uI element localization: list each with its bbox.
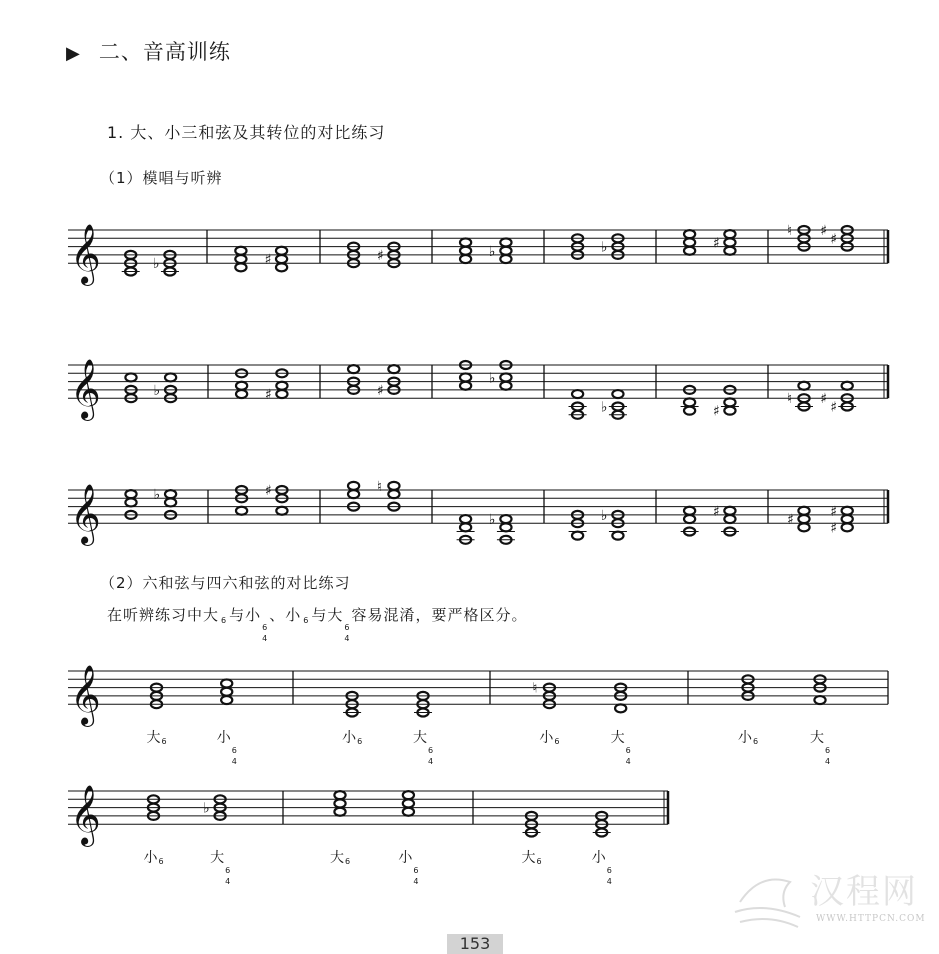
whole-note [500, 255, 511, 263]
chord-label [144, 847, 165, 867]
figure: 6 [303, 616, 310, 625]
figure-bottom: 4 [344, 634, 351, 643]
chord [221, 679, 232, 704]
inversion-figure [753, 737, 758, 747]
chord [265, 247, 288, 272]
sharp-icon: ♯ [712, 403, 720, 420]
treble-clef-icon: 𝄞 [70, 785, 101, 846]
chord [154, 487, 177, 519]
whole-note [684, 407, 695, 415]
chord [681, 507, 699, 536]
inversion-figure [345, 857, 350, 867]
figure-digit: 6 [753, 737, 759, 746]
text: 、小 [269, 606, 302, 624]
whole-note [460, 515, 471, 523]
whole-note [221, 688, 232, 696]
whole-note [165, 498, 176, 506]
figure-digit: 6 [554, 737, 560, 746]
watermark-logo [730, 862, 930, 942]
chord-label [592, 847, 613, 887]
section-heading [66, 36, 231, 66]
whole-note [500, 523, 511, 531]
whole-note [276, 247, 287, 255]
chord [569, 390, 587, 419]
whole-note [276, 263, 287, 271]
sharp-icon: ♯ [830, 503, 837, 520]
chord-label [539, 727, 560, 747]
sharp-icon: ♯ [830, 399, 837, 416]
chord-label [522, 847, 543, 867]
chord-quality: 大 [610, 730, 625, 746]
chord [713, 386, 739, 420]
exercise-title: 1. 大、小三和弦及其转位的对比练习 [107, 123, 386, 142]
sharp-icon: ♯ [264, 483, 272, 499]
chord-quality: 大 [413, 730, 428, 746]
whole-note [388, 365, 399, 373]
staff-3 [0, 450, 939, 570]
instruction-text [107, 604, 527, 644]
play-triangle-icon: ▶ [66, 43, 81, 64]
sharp-icon: ♯ [712, 503, 720, 520]
chord [235, 247, 246, 272]
page-number: 153 [447, 934, 503, 954]
chord-quality: 小 [738, 730, 752, 746]
whole-note [388, 482, 399, 490]
figure-digit: 6 [536, 857, 542, 866]
figure-digit: 6 [161, 737, 167, 746]
whole-note [684, 238, 695, 246]
whole-note [235, 247, 246, 255]
inversion-figure [607, 866, 612, 887]
whole-note [798, 515, 809, 523]
flat-icon: ♭ [152, 256, 160, 273]
treble-clef-icon: 𝄞 [70, 665, 101, 726]
chord [265, 483, 288, 515]
chord [601, 508, 627, 540]
sharp-icon: ♯ [787, 512, 794, 529]
flat-icon: ♭ [203, 800, 210, 817]
chord-quality: 大 [810, 730, 824, 746]
staff-5 [0, 751, 939, 871]
figure [262, 623, 268, 644]
whole-note [842, 507, 853, 515]
whole-note [724, 398, 735, 406]
whole-note [615, 704, 626, 712]
staff-4 [0, 631, 939, 751]
figure-digit: 4 [825, 757, 831, 766]
sharp-icon: ♯ [820, 391, 827, 408]
treble-clef-icon: 𝄞 [70, 224, 101, 285]
whole-note [724, 507, 735, 515]
dolphin-logo-icon [730, 862, 810, 932]
inversion-figure [162, 737, 167, 747]
whole-note [334, 791, 345, 799]
treble-clef-icon: 𝄞 [70, 484, 101, 545]
figure-digit: 6 [345, 857, 351, 866]
inversion-figure [413, 866, 418, 887]
flat-icon: ♭ [488, 512, 496, 529]
figure: 6 [221, 616, 228, 625]
chord [457, 515, 475, 544]
whole-note [276, 382, 287, 390]
chord [334, 791, 345, 816]
whole-note [724, 407, 735, 415]
part1-title: （1）模唱与听辨 [100, 169, 223, 187]
whole-note [798, 523, 809, 531]
inversion-figure [357, 737, 362, 747]
inversion-figure [537, 857, 542, 867]
whole-note [684, 398, 695, 406]
sharp-icon: ♯ [264, 252, 272, 269]
figure [344, 623, 350, 644]
whole-note [125, 490, 136, 498]
whole-note [460, 255, 471, 263]
whole-note [572, 390, 583, 398]
staff-1 [0, 190, 939, 310]
whole-note [236, 382, 247, 390]
whole-note [235, 255, 246, 263]
flat-icon: ♭ [488, 243, 496, 260]
chord-quality: 大 [521, 850, 536, 866]
whole-note [684, 247, 695, 255]
natural-icon: ♮ [787, 223, 793, 239]
watermark-url: WWW.HTTPCN.COM [816, 914, 926, 924]
whole-note [724, 230, 735, 238]
whole-note [236, 507, 247, 515]
figure-digit: 6 [225, 866, 231, 875]
whole-note [348, 482, 359, 490]
whole-note [460, 247, 471, 255]
whole-note [572, 532, 583, 540]
whole-note [165, 490, 176, 498]
whole-note [403, 799, 414, 807]
chord-quality: 大 [210, 850, 225, 866]
chord-label [147, 727, 168, 747]
heading-title: 二、音高训练 [98, 40, 231, 64]
chord [377, 479, 400, 511]
whole-note [842, 515, 853, 523]
chord-quality: 大 [330, 850, 344, 866]
whole-note [500, 515, 511, 523]
whole-note [500, 247, 511, 255]
chord-quality: 大 [146, 730, 161, 746]
whole-note [334, 808, 345, 816]
chord-quality: 小 [216, 730, 231, 746]
whole-note [798, 507, 809, 515]
part2-title: （2）六和弦与四六和弦的对比练习 [100, 574, 351, 592]
chord-quality: 小 [398, 850, 413, 866]
figure-digit: 6 [606, 866, 612, 875]
text: 与大 [311, 606, 344, 624]
sharp-icon: ♯ [820, 223, 827, 239]
sharp-icon: ♯ [712, 235, 720, 252]
figure-digit: 4 [231, 757, 237, 766]
whole-note [388, 490, 399, 498]
whole-note [276, 390, 287, 398]
whole-note [500, 382, 511, 390]
text: 在听辨练习中大 [107, 606, 220, 624]
figure-digit: 6 [625, 746, 631, 755]
text: 容易混淆，要严格区分。 [351, 606, 528, 624]
inversion-figure [225, 866, 230, 887]
natural-icon: ♮ [532, 680, 538, 697]
sharp-icon: ♯ [830, 231, 837, 248]
chord [830, 504, 853, 537]
whole-note [612, 532, 623, 540]
chord [684, 230, 695, 255]
treble-clef-icon: 𝄞 [70, 359, 101, 420]
figure-digit: 4 [225, 877, 231, 886]
figure-digit: 4 [606, 877, 612, 886]
natural-icon: ♮ [787, 391, 793, 408]
whole-note [125, 498, 136, 506]
chord-quality: 小 [143, 850, 158, 866]
whole-note [460, 238, 471, 246]
whole-note [165, 373, 176, 381]
chord-label [210, 847, 231, 887]
whole-note [814, 696, 825, 704]
watermark-name: 汉程网 [810, 872, 918, 912]
flat-icon: ♭ [600, 399, 608, 416]
figure-digit: 4 [428, 757, 434, 766]
whole-note [612, 390, 623, 398]
sharp-icon: ♯ [264, 387, 272, 404]
flat-icon: ♭ [600, 507, 608, 524]
whole-note [221, 679, 232, 687]
whole-note [500, 238, 511, 246]
whole-note [842, 523, 853, 531]
figure-digit: 4 [625, 757, 631, 766]
figure-top: 6 [262, 623, 269, 632]
whole-note [276, 507, 287, 515]
inversion-figure [554, 737, 559, 747]
flat-icon: ♭ [488, 370, 496, 387]
chord-quality: 小 [591, 850, 606, 866]
whole-note [724, 238, 735, 246]
whole-note [460, 373, 471, 381]
whole-note [460, 523, 471, 531]
flat-icon: ♭ [153, 487, 161, 504]
whole-note [684, 507, 695, 515]
whole-note [235, 263, 246, 271]
chord [787, 507, 810, 532]
chord [713, 504, 739, 536]
staff-2 [0, 325, 939, 445]
figure-top: 6 [344, 623, 351, 632]
whole-note [334, 799, 345, 807]
figure-digit: 6 [231, 746, 237, 755]
chord-quality: 小 [342, 730, 357, 746]
figure-bottom: 4 [262, 634, 269, 643]
figure-digit: 6 [413, 866, 419, 875]
chord [787, 382, 813, 411]
whole-note [221, 696, 232, 704]
whole-note [724, 247, 735, 255]
whole-note [798, 382, 809, 390]
inversion-figure [159, 857, 164, 867]
chord-quality: 小 [539, 730, 554, 746]
whole-note [125, 373, 136, 381]
figure-digit: 6 [158, 857, 164, 866]
whole-note [684, 515, 695, 523]
whole-note [842, 382, 853, 390]
whole-note [403, 791, 414, 799]
sharp-icon: ♯ [376, 382, 384, 399]
whole-note [403, 808, 414, 816]
flat-icon: ♭ [600, 239, 608, 256]
chord [489, 238, 512, 263]
figure-digit: 4 [413, 877, 419, 886]
chord [460, 238, 471, 263]
chord [713, 230, 736, 255]
chord [403, 791, 414, 816]
whole-note [236, 390, 247, 398]
flat-icon: ♭ [153, 382, 161, 399]
natural-icon: ♮ [376, 478, 382, 495]
chord [489, 512, 515, 544]
whole-note [724, 515, 735, 523]
chord-label [342, 727, 363, 747]
chord [601, 390, 627, 419]
sharp-icon: ♯ [830, 520, 837, 537]
whole-note [348, 490, 359, 498]
sharp-icon: ♯ [376, 247, 384, 264]
figure-digit: 6 [357, 737, 363, 746]
whole-note [348, 365, 359, 373]
chord-label [330, 847, 351, 867]
chord-label [738, 727, 759, 747]
chord-label [398, 847, 419, 887]
text: 与小 [229, 606, 262, 624]
figure-digit: 6 [428, 746, 434, 755]
whole-note [500, 373, 511, 381]
whole-note [276, 255, 287, 263]
figure-digit: 6 [825, 746, 831, 755]
whole-note [460, 382, 471, 390]
whole-note [684, 230, 695, 238]
